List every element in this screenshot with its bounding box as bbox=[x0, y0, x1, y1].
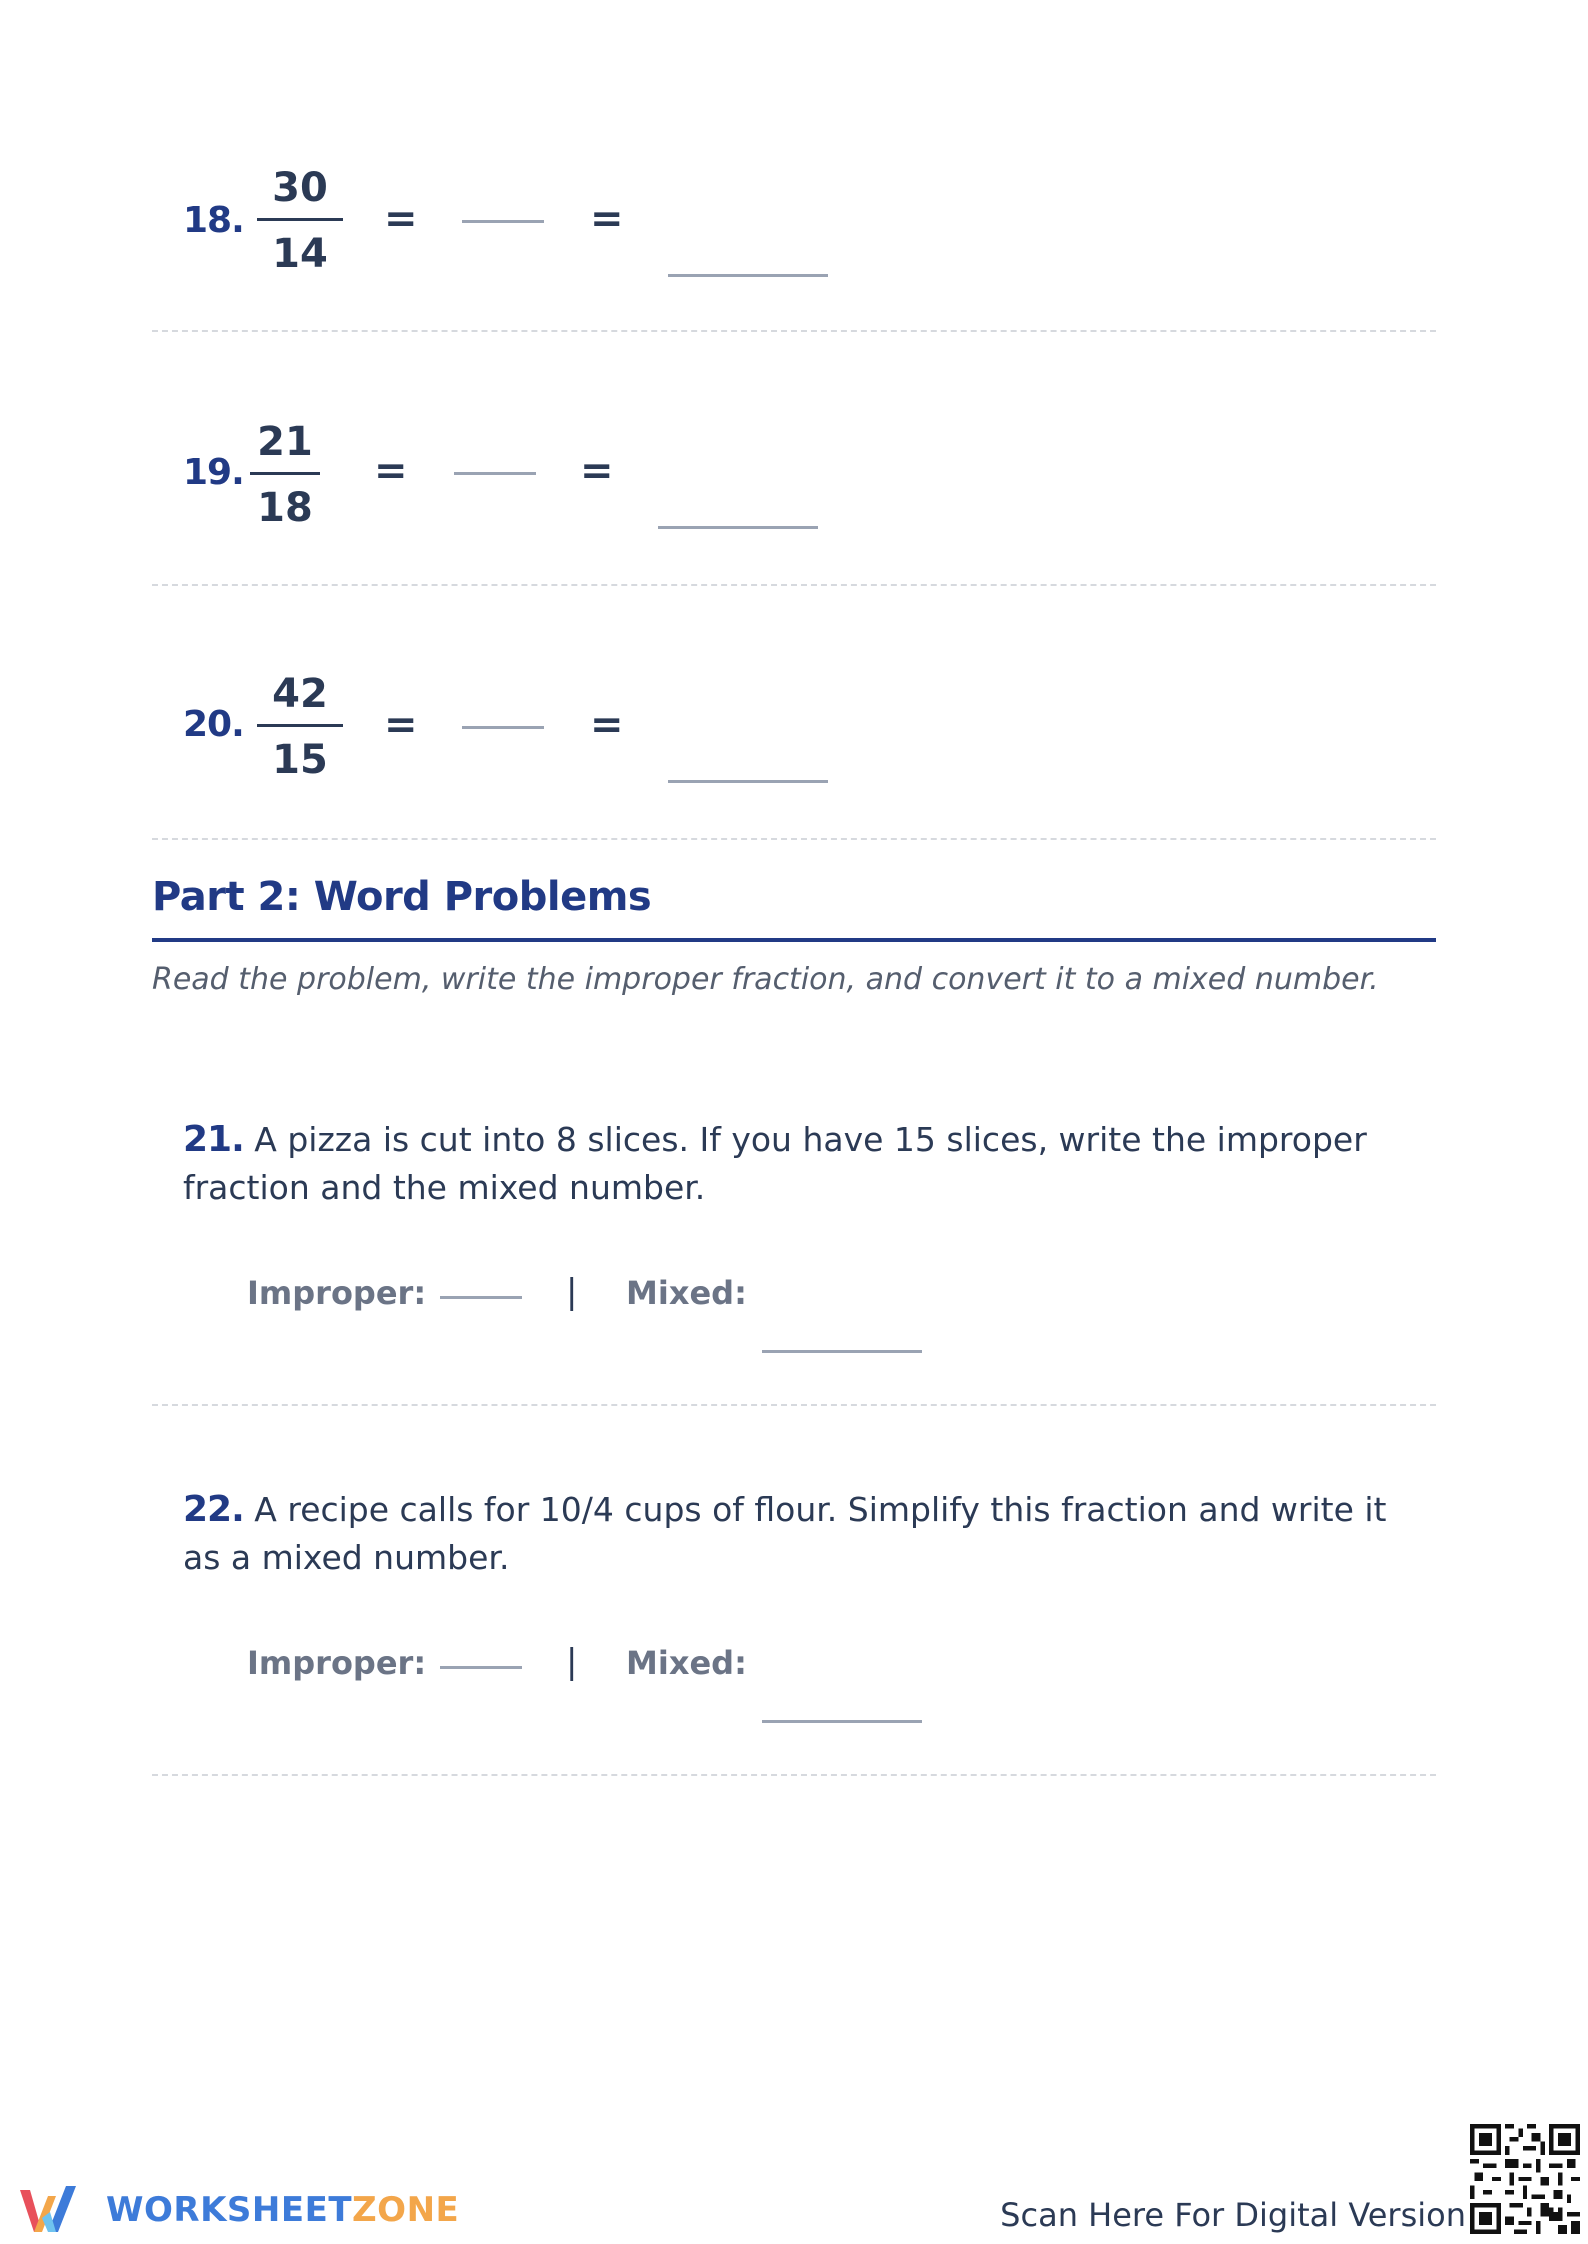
problem-number: 18. bbox=[183, 200, 244, 241]
numerator: 30 bbox=[272, 165, 328, 211]
worksheetzone-logo-icon[interactable] bbox=[16, 2182, 96, 2238]
brand-name[interactable] bbox=[106, 2190, 459, 2230]
fraction-problem-19 bbox=[152, 332, 1436, 586]
equals-sign: = bbox=[580, 448, 614, 494]
word-problem-22 bbox=[152, 1486, 1436, 1776]
problem-number: 21. bbox=[183, 1119, 244, 1160]
word-problem-text bbox=[183, 1486, 1433, 1582]
fraction bbox=[257, 670, 343, 784]
improper-answer-blank[interactable] bbox=[462, 220, 544, 223]
word-problem-text bbox=[183, 1116, 1433, 1212]
problem-number: 22. bbox=[183, 1489, 244, 1530]
section-divider bbox=[152, 938, 1436, 942]
improper-label: Improper: bbox=[247, 1274, 427, 1312]
equals-sign: = bbox=[590, 196, 624, 242]
section-title: Part 2: Word Problems bbox=[152, 874, 652, 920]
fraction-bar bbox=[257, 724, 343, 727]
numerator: 42 bbox=[272, 671, 328, 717]
mixed-label: Mixed: bbox=[626, 1274, 747, 1312]
denominator: 18 bbox=[257, 485, 313, 531]
problem-statement: A pizza is cut into 8 slices. If you have 15 slices, write the improper fraction and the mixed number. bbox=[183, 1120, 1367, 1207]
brand-name-part2: ZONE bbox=[352, 2190, 460, 2230]
mixed-answer-blank[interactable] bbox=[762, 1350, 922, 1353]
fraction bbox=[257, 164, 343, 278]
denominator: 15 bbox=[272, 737, 328, 783]
fraction-bar bbox=[250, 472, 320, 475]
mixed-answer-blank[interactable] bbox=[658, 526, 818, 529]
answer-separator: | bbox=[566, 1272, 578, 1312]
answer-separator: | bbox=[566, 1642, 578, 1682]
fraction-problem-18 bbox=[152, 78, 1436, 332]
improper-answer-blank[interactable] bbox=[454, 472, 536, 475]
brand-name-part1: WORKSHEET bbox=[106, 2190, 353, 2230]
section-instructions: Read the problem, write the improper fraction, and convert it to a mixed number. bbox=[152, 962, 1379, 997]
mixed-answer-blank[interactable] bbox=[668, 780, 828, 783]
equals-sign: = bbox=[590, 702, 624, 748]
fraction bbox=[250, 418, 320, 532]
problem-statement: A recipe calls for 10/4 cups of flour. Simplify this fraction and write it as a mixed number. bbox=[183, 1490, 1387, 1577]
equals-sign: = bbox=[384, 702, 418, 748]
mixed-label: Mixed: bbox=[626, 1644, 747, 1682]
mixed-answer-blank[interactable] bbox=[668, 274, 828, 277]
word-problem-21 bbox=[152, 1116, 1436, 1406]
improper-answer-blank[interactable] bbox=[440, 1666, 522, 1669]
improper-answer-blank[interactable] bbox=[462, 726, 544, 729]
problem-number: 20. bbox=[183, 704, 244, 745]
equals-sign: = bbox=[374, 448, 408, 494]
equals-sign: = bbox=[384, 196, 418, 242]
improper-answer-blank[interactable] bbox=[440, 1296, 522, 1299]
denominator: 14 bbox=[272, 231, 328, 277]
fraction-problem-20 bbox=[152, 586, 1436, 840]
fraction-bar bbox=[257, 218, 343, 221]
mixed-answer-blank[interactable] bbox=[762, 1720, 922, 1723]
numerator: 21 bbox=[257, 419, 313, 465]
scan-caption: Scan Here For Digital Version bbox=[1000, 2196, 1466, 2234]
qr-code-icon[interactable] bbox=[1470, 2124, 1580, 2234]
problem-number: 19. bbox=[183, 452, 244, 493]
improper-label: Improper: bbox=[247, 1644, 427, 1682]
